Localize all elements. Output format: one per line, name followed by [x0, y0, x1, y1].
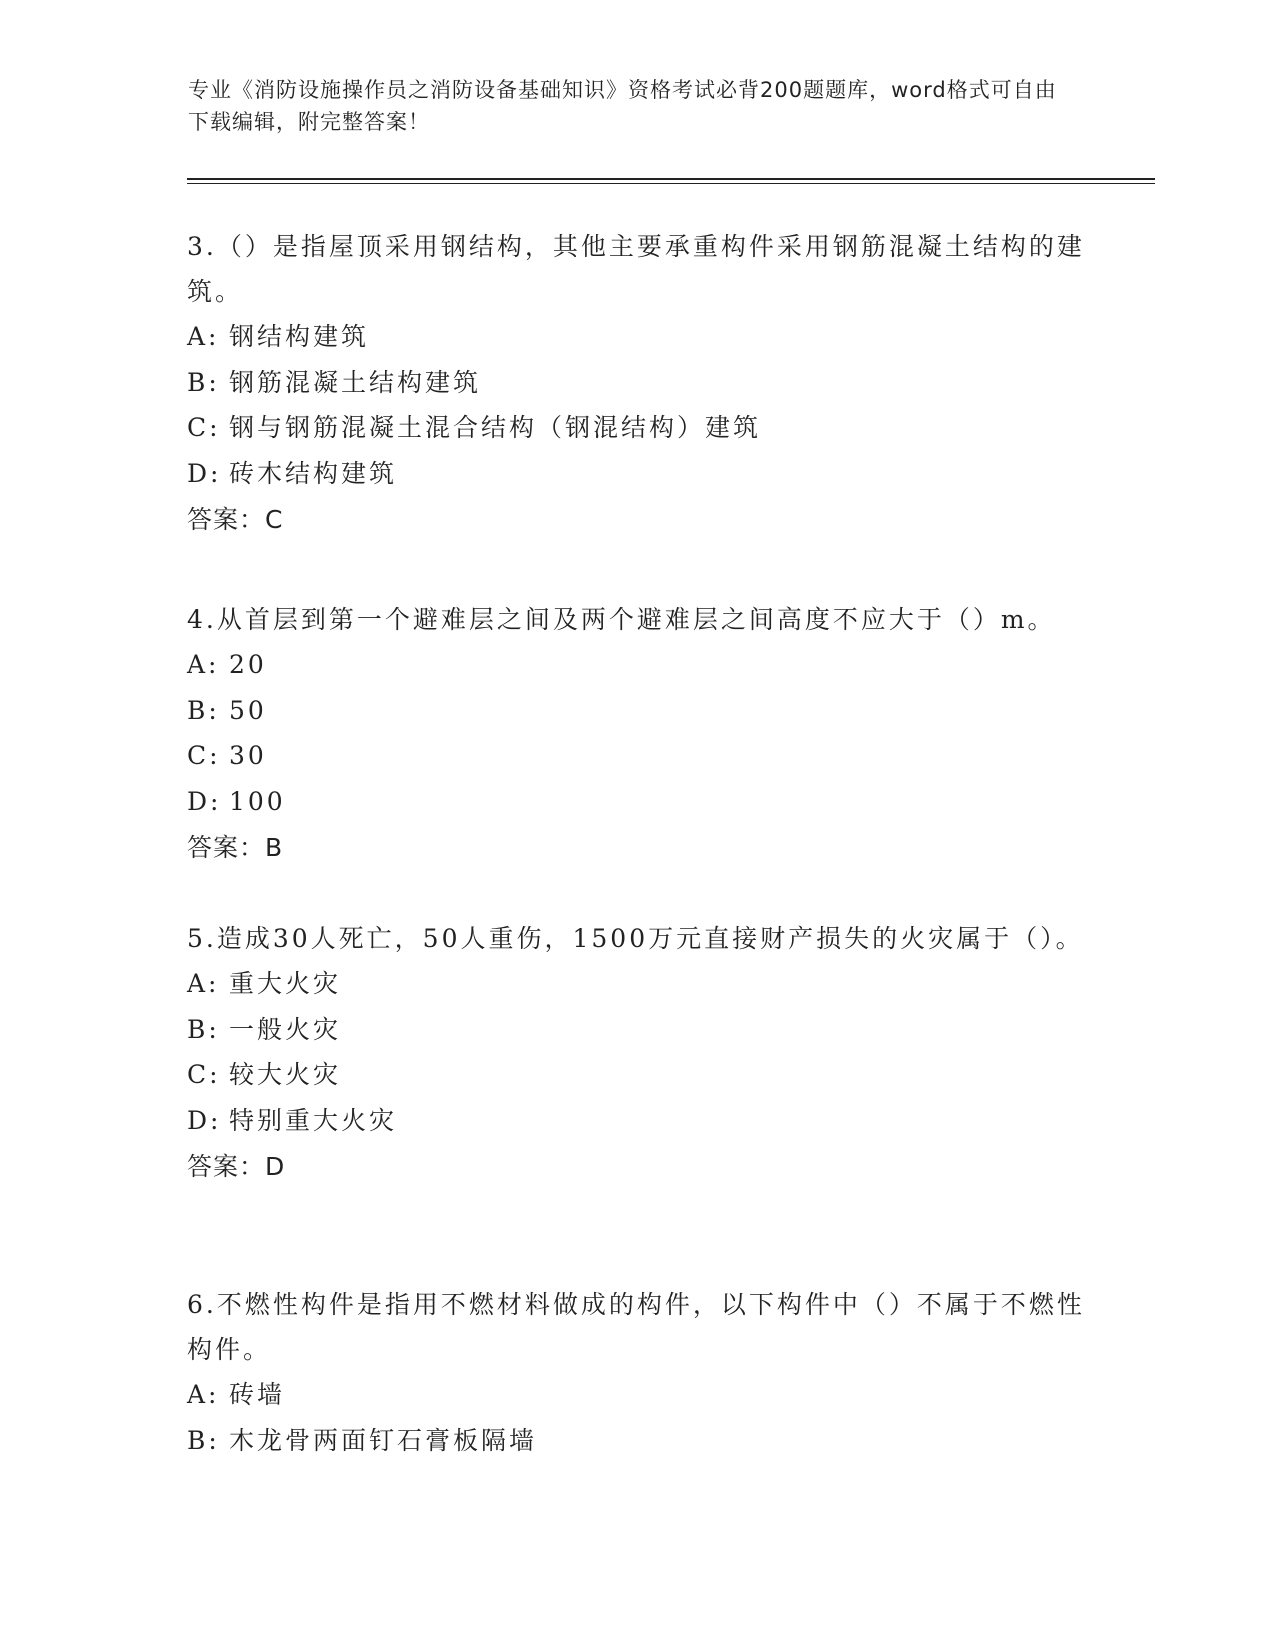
option-letter: D:: [187, 1105, 222, 1135]
option-text: 一般火灾: [229, 1014, 342, 1044]
header-divider: [187, 178, 1155, 184]
question-6: [187, 1282, 1087, 1463]
option-c: [187, 1052, 1087, 1098]
option-letter: B:: [187, 1014, 220, 1044]
document-header: 专业《消防设施操作员之消防设备基础知识》资格考试必背200题题库，word格式可自由下载编辑，附完整答案！: [188, 78, 1057, 134]
question-stem: 4.从首层到第一个避难层之间及两个避难层之间高度不应大于（）m。: [187, 605, 1056, 634]
option-text: 砖木结构建筑: [229, 458, 398, 488]
option-c: [187, 733, 1087, 779]
option-text: 钢与钢筋混凝土混合结构（钢混结构）建筑: [229, 413, 762, 442]
option-letter: C:: [187, 741, 221, 770]
option-d: [187, 1098, 1087, 1144]
option-letter: A:: [187, 322, 220, 351]
option-c: [187, 405, 1087, 451]
option-letter: A:: [187, 969, 220, 998]
option-letter: A:: [187, 1380, 220, 1409]
answer-text: 答案：D: [187, 1152, 286, 1181]
option-a: [187, 314, 1087, 360]
option-letter: B:: [187, 367, 220, 397]
option-letter: C:: [187, 413, 221, 442]
option-letter: A:: [187, 650, 220, 679]
question-3: [187, 224, 1087, 542]
answer-text: 答案：B: [187, 833, 284, 862]
question-4: [187, 597, 1087, 870]
option-text: 钢筋混凝土结构建筑: [229, 367, 482, 397]
option-a: [187, 1372, 1087, 1418]
answer-text: 答案：C: [187, 505, 284, 534]
option-a: [187, 961, 1087, 1007]
option-text: 30: [229, 741, 267, 770]
question-stem: 5.造成30人死亡，50人重伤，1500万元直接财产损失的火灾属于（）。: [187, 924, 1084, 953]
option-text: 较大火灾: [229, 1060, 342, 1089]
option-text: 重大火灾: [229, 969, 342, 998]
option-text: 特别重大火灾: [229, 1105, 398, 1135]
option-b: [187, 1007, 1087, 1053]
question-stem: 3.（）是指屋顶采用钢结构，其他主要承重构件采用钢筋混凝土结构的建筑。: [187, 232, 1085, 306]
option-letter: C:: [187, 1060, 221, 1089]
option-letter: B:: [187, 1425, 220, 1455]
option-d: [187, 451, 1087, 497]
option-b: [187, 1418, 1087, 1464]
option-a: [187, 642, 1087, 688]
option-text: 钢结构建筑: [229, 322, 370, 351]
option-b: [187, 688, 1087, 734]
option-text: 50: [229, 695, 267, 725]
option-letter: D:: [187, 786, 222, 816]
question-5: [187, 916, 1087, 1189]
option-d: [187, 779, 1087, 825]
option-text: 木龙骨两面钉石膏板隔墙: [229, 1425, 538, 1455]
option-text: 20: [229, 650, 267, 679]
question-stem: 6.不燃性构件是指用不燃材料做成的构件，以下构件中（）不属于不燃性构件。: [187, 1290, 1085, 1364]
option-text: 100: [229, 786, 286, 816]
option-letter: B:: [187, 695, 220, 725]
option-letter: D:: [187, 458, 222, 488]
option-text: 砖墙: [229, 1380, 286, 1409]
option-b: [187, 360, 1087, 406]
